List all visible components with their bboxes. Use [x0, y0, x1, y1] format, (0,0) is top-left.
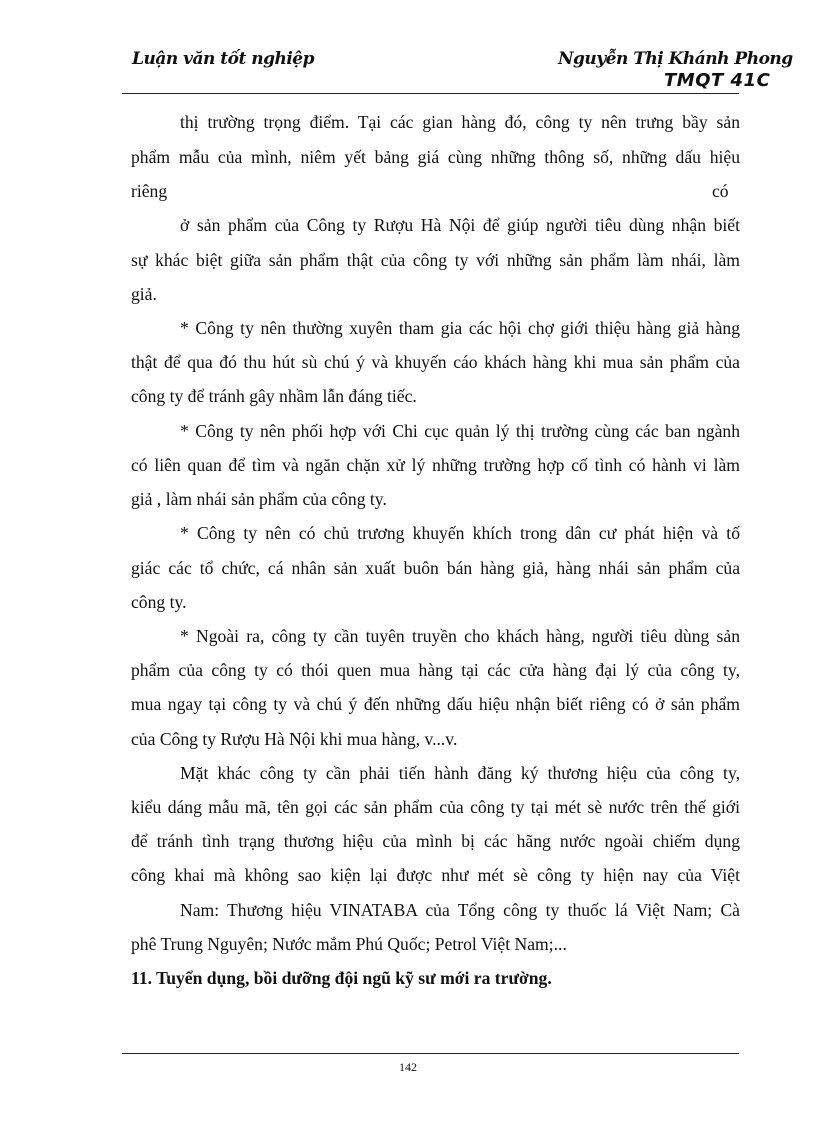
text-line: * Ngoài ra, công ty cần tuyên truyền cho khách hàng, người tiêu dùng sản: [180, 626, 740, 646]
text-line: riêng: [131, 181, 168, 201]
text-line: có liên quan để tìm và ngăn chặn xử lý những trường hợp cố tình có hành vi làm: [131, 455, 740, 475]
text-line: giác các tổ chức, cá nhân sản xuất buôn bán hàng giả, hàng nhái sản phẩm của: [131, 558, 740, 578]
text-line: thật để qua đó thu hút sù chú ý và khuyến cáo khách hàng khi mua sản phẩm của: [131, 352, 740, 372]
footer-rule: [122, 1053, 739, 1054]
header-author: Nguyễn Thị Khánh Phong: [558, 49, 793, 69]
text-line: để tránh tình trạng thương hiệu của mình bị các hãng nước ngoài chiếm dụng: [131, 831, 740, 851]
text-line: của Công ty Rượu Hà Nội khi mua hàng, v...v.: [131, 729, 458, 749]
header-class: TMQT 41C: [664, 70, 771, 91]
text-line: Nam: Thương hiệu VINATABA của Tổng công ty thuốc lá Việt Nam; Cà: [180, 900, 740, 920]
text-line: công ty.: [131, 592, 187, 612]
text-line: sự khác biệt giữa sản phẩm thật của công ty với những sản phẩm làm nhái, làm: [131, 250, 740, 270]
text-line: công ty để tránh gây nhầm lẫn đáng tiếc.: [131, 386, 417, 406]
text-line: * Công ty nên phối hợp với Chi cục quản lý thị trường cùng các ban ngành: [180, 421, 740, 441]
header-left-title: Luận văn tốt nghiệp: [132, 49, 315, 69]
text-line: giả.: [131, 284, 157, 304]
text-line: phẩm của công ty có thói quen mua hàng tại các cửa hàng đại lý của công ty,: [131, 660, 740, 680]
text-line: mua ngay tại công ty và chú ý đến những dấu hiệu nhận biết riêng có ở sản phẩm: [131, 694, 740, 714]
text-line: ở sản phẩm của Công ty Rượu Hà Nội để giúp người tiêu dùng nhận biết: [180, 215, 740, 235]
text-line: giả , làm nhái sản phẩm của công ty.: [131, 489, 387, 509]
text-line: thị trường trọng điểm. Tại các gian hàng đó, công ty nên trưng bầy sản: [180, 112, 740, 132]
text-line: Mặt khác công ty cần phải tiến hành đăng ký thương hiệu của công ty,: [180, 763, 740, 783]
text-line: phê Trung Nguyên; Nước mắm Phú Quốc; Petrol Việt Nam;...: [131, 934, 567, 954]
text-line: * Công ty nên có chủ trương khuyến khích trong dân cư phát hiện và tố: [180, 523, 740, 543]
page-number: 142: [399, 1060, 417, 1074]
text-line: kiểu dáng mẫu mã, tên gọi các sản phẩm của công ty tại mét sè nước trên thế giới: [131, 797, 740, 817]
header-rule: [122, 93, 739, 94]
section-heading: 11. Tuyển dụng, bồi dưỡng đội ngũ kỹ sư mới ra trường.: [131, 968, 552, 988]
text-line: có: [712, 181, 729, 201]
text-line: công khai mà không sao kiện lại được như mét sè công ty hiện nay của Việt: [131, 865, 740, 885]
text-line: * Công ty nên thường xuyên tham gia các hội chợ giới thiệu hàng giả hàng: [180, 318, 740, 338]
text-line: phẩm mẫu của mình, niêm yết bảng giá cùng những thông số, những dấu hiệu: [131, 147, 740, 167]
